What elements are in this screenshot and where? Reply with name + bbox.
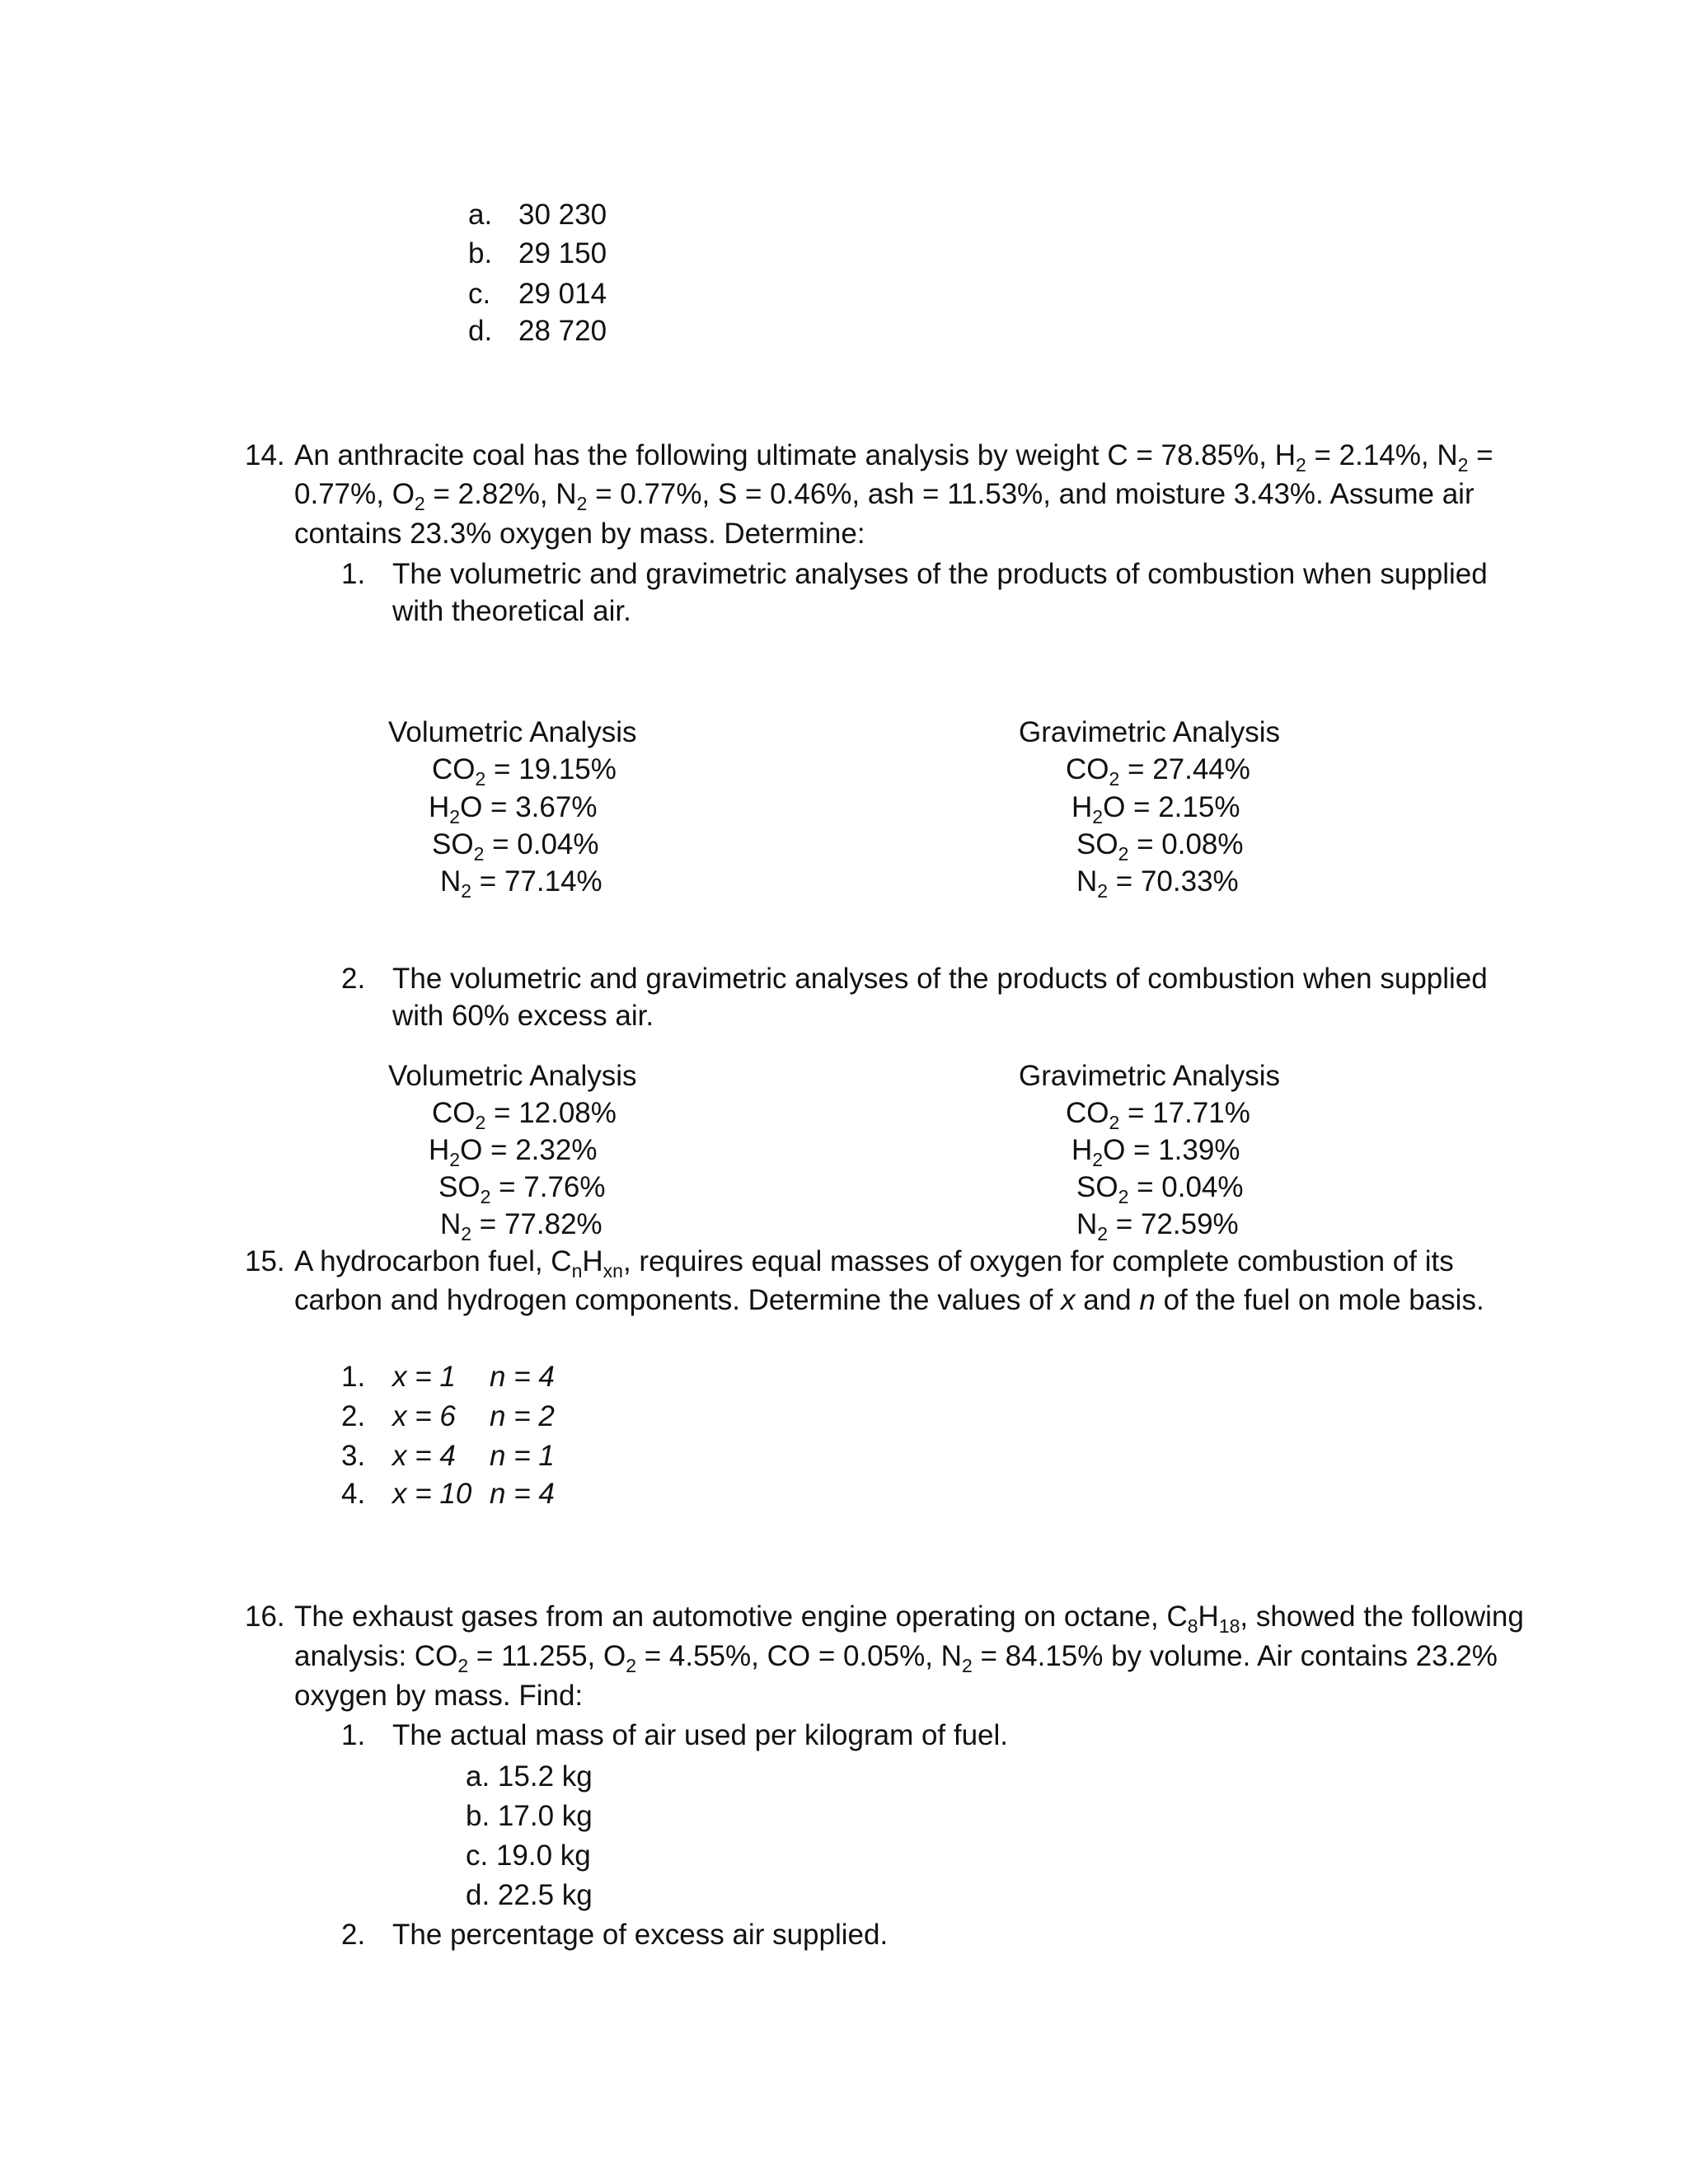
q13-option-c-value: 29 014 (518, 278, 607, 310)
q15-option-2-number: 2. (341, 1400, 366, 1432)
q14-part1-line-2: with theoretical air. (392, 595, 631, 627)
q15-option-2-x: x = 6 (392, 1400, 456, 1432)
q14-part2-vol-h2o: $H_2O = 2.32\%$ (429, 1134, 598, 1170)
q14-part2-grav-h2o: $H_2O = 1.39\%$ (1071, 1134, 1240, 1170)
q13-option-c-letter: c. (468, 278, 491, 310)
q13-option-d-value: 28 720 (518, 315, 607, 347)
q16-part1-option-c: c. 19.0 kg (466, 1840, 591, 1872)
q16-line-1: The exhaust gases from an automotive engine operating on octane, $C_8H_{18}$, showed the following (294, 1601, 1524, 1637)
q16-part1-text: The actual mass of air used per kilogram of fuel. (392, 1719, 1009, 1751)
q14-part1-vol-so2: $SO_2 = 0.04\%$ (432, 828, 599, 865)
q15-option-1-x: x = 1 (392, 1361, 456, 1393)
q13-option-b-letter: b. (468, 237, 493, 269)
q15-option-2-n: n = 2 (490, 1400, 555, 1432)
q14-part1-vol-h2o: $H_2O = 3.67\%$ (429, 791, 598, 827)
q13-option-a-value: 30 230 (518, 199, 607, 231)
q16-part1-option-a: a. 15.2 kg (466, 1760, 593, 1793)
q14-part2-number: 2. (341, 963, 366, 995)
q15-line-2: carbon and hydrogen components. Determine the values of x and n of the fuel on mole basis. (294, 1284, 1484, 1316)
q15-line-1: A hydrocarbon fuel, $C_nH_{xn}$, requires equal masses of oxygen for complete combustion of its (294, 1245, 1454, 1282)
q14-part1-grav-co2: $CO_2 = 27.44\%$ (1066, 753, 1250, 790)
q14-part1-vol-title: Volumetric Analysis (388, 716, 637, 748)
q16-part1-option-b: b. 17.0 kg (466, 1800, 593, 1832)
q15-option-3-x: x = 4 (392, 1440, 456, 1472)
q16-part1-option-d: d. 22.5 kg (466, 1879, 593, 1911)
q14-part2-vol-title: Volumetric Analysis (388, 1060, 637, 1092)
q14-part2-line-1: The volumetric and gravimetric analyses of the products of combustion when supplied (392, 963, 1488, 995)
q14-line-2: 0.77%, $O_2 = 2.82\%$, $N_2 = 0.77\%$, S = 0.46%, ash = 11.53%, and moisture 3.43%. Assume air (294, 478, 1475, 514)
q14-part2-grav-n2: $N_2 = 72.59\%$ (1076, 1208, 1239, 1244)
q14-part2-grav-co2: $CO_2 = 17.71\%$ (1066, 1097, 1250, 1133)
q15-option-3-number: 3. (341, 1440, 366, 1472)
q16-number: 16. (245, 1601, 285, 1633)
q15-option-4-x: x = 10 (392, 1478, 472, 1510)
q16-part2-text: The percentage of excess air supplied. (392, 1919, 889, 1951)
q14-part2-grav-title: Gravimetric Analysis (1019, 1060, 1281, 1092)
q14-part1-grav-so2: $SO_2 = 0.08\%$ (1076, 828, 1244, 865)
q14-part1-grav-n2: $N_2 = 70.33\%$ (1076, 865, 1239, 902)
q14-part1-grav-title: Gravimetric Analysis (1019, 716, 1281, 748)
q15-option-4-n: n = 4 (490, 1478, 555, 1510)
q15-option-4-number: 4. (341, 1478, 366, 1510)
q16-part1-number: 1. (341, 1719, 366, 1751)
q16-line-3: oxygen by mass. Find: (294, 1680, 584, 1712)
q16-part2-number: 2. (341, 1919, 366, 1951)
q14-part2-grav-so2: $SO_2 = 0.04\%$ (1076, 1171, 1244, 1207)
q14-part2-line-2: with 60% excess air. (392, 1000, 654, 1032)
q13-option-b-value: 29 150 (518, 237, 607, 269)
q14-part2-vol-co2: $CO_2 = 12.08\%$ (432, 1097, 617, 1133)
q14-part1-number: 1. (341, 558, 366, 590)
q15-option-1-n: n = 4 (490, 1361, 555, 1393)
q16-line-2: analysis: $CO_2 = 11.255$, $O_2 = 4.55\%$, CO = 0.05%, $N_2 = 84.15\%$ by volume. Air contains 23.2% (294, 1640, 1498, 1676)
q15-option-1-number: 1. (341, 1361, 366, 1393)
q14-part1-line-1: The volumetric and gravimetric analyses of the products of combustion when supplied (392, 558, 1488, 590)
q14-part2-vol-n2: $N_2 = 77.82\%$ (440, 1208, 603, 1244)
q13-option-a-letter: a. (468, 199, 493, 231)
q13-option-d-letter: d. (468, 315, 493, 347)
q14-part1-grav-h2o: $H_2O = 2.15\%$ (1071, 791, 1240, 827)
q14-part1-vol-co2: $CO_2 = 19.15\%$ (432, 753, 617, 790)
q15-number: 15. (245, 1245, 285, 1277)
q14-number: 14. (245, 439, 285, 471)
q14-part2-vol-so2: $SO_2 = 7.76\%$ (438, 1171, 606, 1207)
q14-line-3: contains 23.3% oxygen by mass. Determine: (294, 518, 865, 550)
q15-option-3-n: n = 1 (490, 1440, 555, 1472)
q14-line-1: An anthracite coal has the following ultimate analysis by weight C = 78.85%, $H_2 = 2.14\%$, $N_2$ = (294, 439, 1493, 476)
q14-part1-vol-n2: $N_2 = 77.14\%$ (440, 865, 603, 902)
